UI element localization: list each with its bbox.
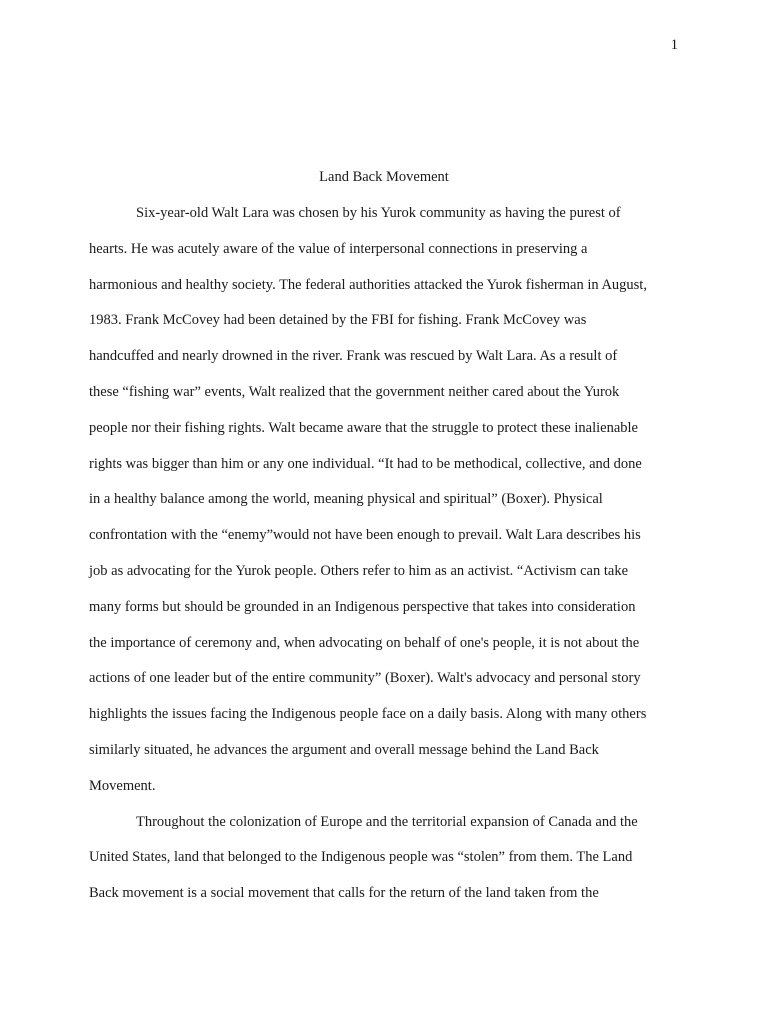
text-line: Six-year-old Walt Lara was chosen by his Yurok community as having the purest of bbox=[136, 205, 621, 221]
text-line: handcuffed and nearly drowned in the river. Frank was rescued by Walt Lara. As a result of bbox=[89, 348, 618, 365]
text-line: people nor their fishing rights. Walt became aware that the struggle to protect these inalienable bbox=[89, 419, 638, 436]
text-line: the importance of ceremony and, when advocating on behalf of one's people, it is not about the bbox=[89, 634, 640, 651]
text-line: similarly situated, he advances the argument and overall message behind the Land Back bbox=[89, 742, 599, 758]
document-title: Land Back Movement bbox=[319, 169, 449, 185]
text-line: actions of one leader but of the entire community” (Boxer). Walt's advocacy and personal story bbox=[89, 670, 641, 687]
text-line: these “fishing war” events, Walt realized that the government neither cared about the Yurok bbox=[89, 384, 620, 400]
text-line: Throughout the colonization of Europe and the territorial expansion of Canada and the bbox=[136, 813, 638, 830]
text-line: harmonious and healthy society. The federal authorities attacked the Yurok fisherman in August, bbox=[89, 276, 647, 293]
text-line: many forms but should be grounded in an Indigenous perspective that takes into consideration bbox=[89, 598, 636, 615]
text-line: hearts. He was acutely aware of the value of interpersonal connections in preserving a bbox=[89, 240, 588, 257]
text-line: job as advocating for the Yurok people. Others refer to him as an activist. “Activism can take bbox=[89, 563, 629, 579]
page-number: 1 bbox=[670, 37, 678, 53]
text-line: Movement. bbox=[89, 777, 156, 794]
text-line: 1983. Frank McCovey had been detained by the FBI for fishing. Frank McCovey was bbox=[89, 312, 587, 329]
text-line: highlights the issues facing the Indigenous people face on a daily basis. Along with many others bbox=[89, 706, 647, 723]
text-line: United States, land that belonged to the Indigenous people was “stolen” from them. The Land bbox=[89, 849, 633, 866]
text-line: rights was bigger than him or any one individual. “It had to be methodical, collective, and done bbox=[89, 455, 642, 472]
text-line: in a healthy balance among the world, meaning physical and spiritual” (Boxer). Physical bbox=[89, 491, 603, 508]
text-line: confrontation with the “enemy”would not have been enough to prevail. Walt Lara describes his bbox=[89, 527, 641, 544]
text-line: Back movement is a social movement that calls for the return of the land taken from the bbox=[89, 885, 599, 902]
